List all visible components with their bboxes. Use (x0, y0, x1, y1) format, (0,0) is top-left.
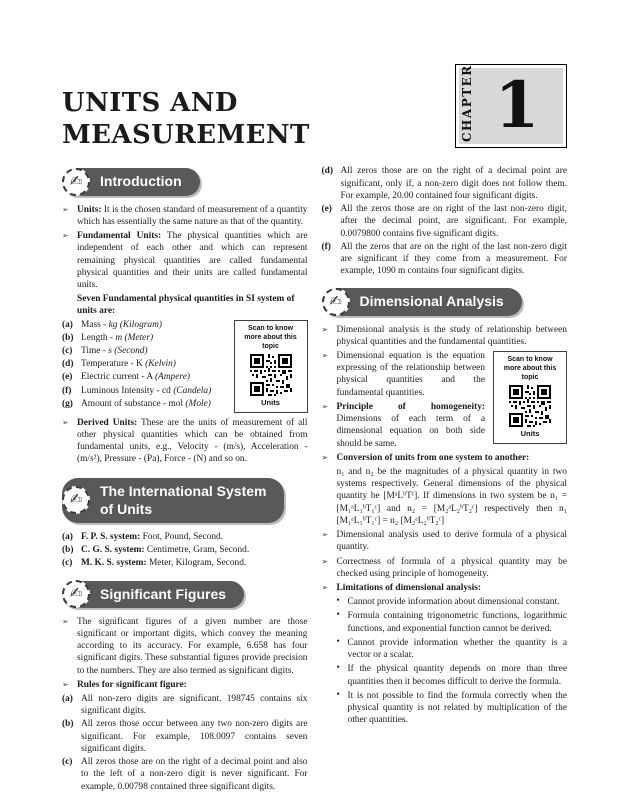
arrow-bullet-icon: ➢ (62, 204, 69, 214)
item-text: Temperature - K (81, 359, 146, 370)
conversion-formula-text: n₁ and n₂ be the magnitudes of a physical quantity in two systems respectively. General dimensions of the physical quantity be [MᵃLᵇTᶜ]. If dimensions in two system be n₁ = [M₁ᵃL₁ᵇT₁ᶜ] and n₂ = [M₂ᵃL₂ᵇT₂ᶜ] respectively then n₁ [M₁ᵃL₁ᵇT₁ᶜ] = n₂ [M₂ᵃL₂ᵇT₂ᶜ] (336, 467, 567, 526)
item-marker: (a) (62, 531, 73, 542)
item-text: All the zeros those are on right of the last non-zero digit, after the decimal point, are significant. For example, 0.0079800 contains five significant digits. (340, 204, 567, 239)
item-text: Length - (81, 332, 116, 343)
limitation-item (337, 637, 568, 661)
arrow-bullet-icon: ➢ (62, 616, 69, 626)
item-marker: (b) (62, 332, 74, 343)
qr-label: Units (520, 429, 540, 439)
item-text: All zeros those are on the right of a decimal point are significant, only if, a non-zero digit does not follow them. For example, 20.00 contained four significant digits. (340, 166, 567, 201)
writing-hand-icon: ✍ (62, 580, 90, 608)
arrow-bullet-icon: ➢ (321, 351, 329, 361)
arrow-bullet-icon: ➢ (321, 582, 329, 592)
item-marker: (g) (62, 398, 73, 409)
item-marker: (d) (321, 166, 333, 177)
page-header (62, 54, 567, 151)
item-text: All non-zero digits are significant. 198745 contains six significant digits. (81, 694, 308, 717)
arrow-bullet-icon: ➢ (321, 556, 329, 566)
arrow-bullet-icon: ➢ (321, 452, 329, 462)
item-marker: (d) (62, 359, 74, 370)
sig-rule-item (322, 241, 568, 278)
bullet-text: It is the chosen standard of measurement of a quantity which has essentially the same nature as that of the quantity. (77, 204, 308, 227)
sig-rule-item (322, 203, 568, 240)
chapter-badge (455, 64, 567, 148)
bullet-conversion-heading (322, 452, 568, 464)
item-text: If the physical quantity depends on more than three quantities then it becomes difficult to derive the formula. (347, 664, 567, 687)
arrow-bullet-icon: ➢ (321, 530, 329, 540)
bullet-text: Dimensional analysis used to derive formula of a physical quantity. (336, 530, 567, 553)
bullet-lead: Rules for significant figure: (77, 679, 187, 690)
bullet-lead: Limitations of dimensional analysis: (336, 582, 482, 593)
section-title-line2: of Units (100, 500, 153, 517)
item-lead: C. G. S. system: (81, 545, 145, 556)
section-title: Introduction (62, 168, 200, 195)
item-marker: (e) (62, 372, 73, 383)
left-column (62, 165, 308, 793)
arrow-bullet-icon: ➢ (62, 417, 69, 427)
bullet-dimensional-equation (322, 350, 568, 399)
item-text: Time - (81, 346, 109, 357)
item-text: All zeros those occur between any two non-zero digits are significant. For example, 108.0097 contains seven significant digits. (81, 719, 308, 754)
sig-rule-item (62, 693, 308, 717)
fundamental-item (62, 358, 308, 370)
section-header-dimensional-analysis (322, 288, 568, 315)
item-marker: (c) (62, 346, 73, 357)
item-text: Meter, Kilogram, Second. (146, 558, 247, 569)
page-title-line1: UNITS AND (62, 88, 238, 118)
bullet-lead: Derived Units: (77, 417, 138, 428)
bullet-text: Correctness of formula of a physical quantity may be checked using principle of homogeneity. (336, 556, 567, 579)
item-text: Foot, Pound, Second. (140, 531, 224, 542)
item-unit: m (Meter) (115, 332, 154, 343)
item-unit: (Kelvin) (145, 359, 176, 370)
seven-fundamental-heading: Seven Fundamental physical quantities in SI system of units are: (77, 294, 295, 317)
item-marker: (e) (321, 204, 332, 215)
bullet-correctness (322, 556, 568, 580)
bullet-text: Dimensional analysis is the study of relationship between physical quantities and the fundamental quantities. (336, 324, 567, 347)
fundamental-item (62, 345, 308, 357)
bullet-principle-of-homogeneity (322, 401, 568, 450)
sig-rule-item (62, 718, 308, 755)
bullet-lead: Fundamental Units: (77, 231, 162, 242)
bullet-dimensional-analysis-def (322, 324, 568, 348)
item-marker: (a) (62, 694, 73, 705)
item-marker: (b) (62, 719, 74, 730)
dot-bullet-icon: • (336, 636, 340, 647)
item-marker: (f) (62, 385, 72, 396)
section-header-si-units (62, 478, 308, 523)
page-title-line2: MEASUREMENT (62, 119, 310, 150)
arrow-bullet-icon: ➢ (321, 324, 329, 334)
bullet-text: The physical quantities which are independent of each other and which can represent remaining physical quantities are called fundamental physical quantities and their units are called fundamental units. (77, 231, 308, 290)
dimensional-block (322, 350, 568, 452)
item-unit: s (Second) (108, 346, 148, 357)
item-text: All zeros those are on the right of a decimal point and also to the left of a non-zero digit is never significant. For example, 0.00798 contained three significant digits. (81, 757, 308, 792)
dot-bullet-icon: • (336, 689, 340, 700)
bullet-units (62, 204, 308, 228)
dot-bullet-icon: • (336, 596, 340, 607)
page-title (62, 88, 310, 151)
fundamental-item (62, 332, 308, 344)
item-unit: (Candela) (173, 385, 212, 396)
si-system-item (62, 557, 308, 569)
chapter-label: CHAPTER (460, 64, 474, 142)
item-marker: (c) (62, 558, 73, 569)
bullet-derived-units (62, 417, 308, 466)
writing-hand-icon: ✍ (322, 288, 350, 316)
right-column (322, 165, 568, 793)
item-text: Electric current - A (81, 372, 155, 383)
item-text: Cannot provide information about dimensional constant. (347, 597, 560, 608)
item-lead: F. P. S. system: (81, 531, 141, 542)
bullet-significant-figures-intro (62, 616, 308, 677)
bullet-rules-heading (62, 679, 308, 691)
bullet-fundamental-units (62, 230, 308, 291)
item-text: Formula containing trigonometric functions, logarithmic functions, and exponential function cannot be derived. (347, 611, 567, 634)
fundamental-item (62, 398, 308, 410)
si-system-item (62, 531, 308, 543)
bullet-text: These are the units of measurement of all other physical quantities which can be obtained from fundamental units, e.g., Velocity - (m/s), Acceleration - (m/s²), Pressure - (Pa), Force - (N) and so on. (77, 417, 308, 465)
arrow-bullet-icon: ➢ (321, 401, 329, 411)
section-title-line1: The International System (100, 482, 267, 499)
item-marker: (f) (321, 241, 331, 252)
item-text: Cannot provide information whether the quantity is a vector or a scalar. (347, 637, 567, 661)
bullet-text: The significant figures of a given number are those significant or important digits, which convey the meaning according to its accuracy. For example, 6.658 has four significant digits. These substantial figures provide precision to the numbers. They are also termed as significant digits. (77, 616, 308, 676)
bullet-text: Dimensions of each term of a dimensional equation on both side should be same. (336, 414, 485, 449)
item-text: It is not possible to find the formula correctly when the physical quantity is not related by multiplication of the other quantities. (347, 690, 567, 726)
qr-caption: Scan to know more about this topic (503, 356, 557, 382)
item-text: Mass - (81, 319, 109, 330)
item-marker: (a) (62, 319, 73, 330)
si-system-item (62, 544, 308, 556)
qr-label: Units (261, 397, 280, 407)
limitation-item (337, 663, 568, 687)
dot-bullet-icon: • (336, 610, 340, 621)
writing-hand-icon: ✍ (62, 486, 90, 514)
qr-caption: Scan to know more about this topic (244, 324, 297, 350)
item-unit: (Mole) (185, 398, 211, 409)
arrow-bullet-icon: ➢ (62, 679, 69, 689)
bullet-derive-formula (322, 529, 568, 553)
bullet-limitations-heading (322, 582, 568, 594)
writing-hand-icon: ✍ (62, 168, 90, 196)
bullet-text: Dimensional equation is the equation expressing of the relationship between physical quantities and the fundamental quantities. (336, 351, 485, 398)
limitation-item (337, 596, 568, 608)
item-lead: M. K. S. system: (81, 558, 147, 569)
section-title: Dimensional Analysis (322, 288, 522, 315)
bullet-lead: Principle of homogeneity: (336, 401, 485, 412)
chapter-number: 1 (494, 68, 540, 143)
arrow-bullet-icon: ➢ (62, 231, 69, 241)
item-marker: (b) (62, 545, 74, 556)
item-unit: (Ampere) (154, 372, 190, 383)
item-unit: kg (Kilogram) (108, 319, 162, 330)
item-marker: (c) (62, 757, 73, 768)
bullet-lead: Conversion of units from one system to another: (336, 452, 530, 463)
fundamental-item (62, 385, 308, 397)
section-header-significant-figures (62, 581, 308, 608)
limitation-item (337, 610, 568, 634)
item-text: Amount of substance - mol (81, 398, 186, 409)
fundamental-item (62, 371, 308, 383)
item-text: All the zeros that are on the right of the last non-zero digit are significant if they come from a measurement. For example, 1090 m contains four significant digits. (340, 241, 567, 277)
limitation-item (337, 690, 568, 727)
bullet-lead: Units: (77, 204, 102, 215)
section-title: Significant Figures (62, 581, 244, 608)
item-text: Centimetre, Gram, Second. (144, 545, 250, 556)
section-header-introduction (62, 168, 308, 195)
fundamental-item (62, 319, 308, 331)
dot-bullet-icon: • (336, 663, 340, 674)
fundamental-list-block (62, 319, 308, 417)
sig-rule-item (62, 756, 308, 793)
chapter-badge-inner (459, 64, 563, 144)
item-text: Luminous Intensity - cd (81, 385, 174, 396)
section-title (62, 478, 284, 523)
sig-rule-item (322, 165, 568, 202)
